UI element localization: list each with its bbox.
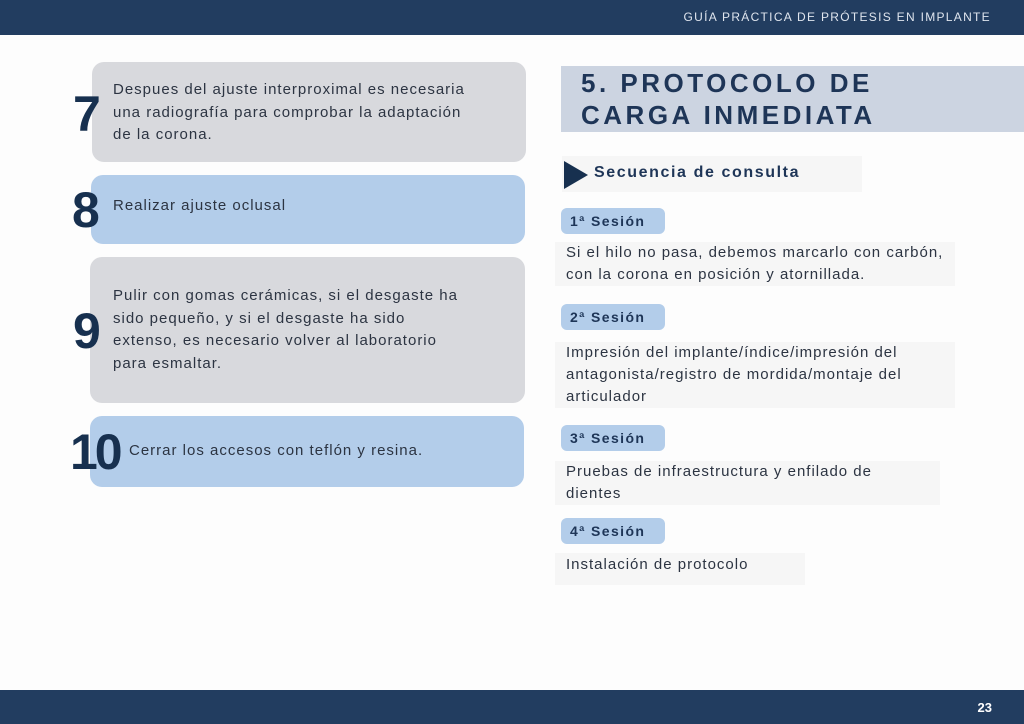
text-line: antagonista/registro de mordida/montaje del (566, 366, 902, 383)
session-badge-1: 1ª Sesión (561, 208, 665, 234)
text-line: una radiografía para comprobar la adaptación (113, 103, 462, 121)
session-desc-2 (555, 342, 955, 408)
text-line: Realizar ajuste oclusal (113, 197, 287, 214)
text-line: dientes (566, 485, 622, 502)
session-badge-3: 3ª Sesión (561, 425, 665, 451)
text-line: extenso, es necesario volver al laboratorio (113, 332, 437, 349)
step-card-7 (92, 62, 526, 162)
text-line: Si el hilo no pasa, debemos marcarlo con carbón, (566, 244, 944, 261)
step-7-text (113, 79, 465, 147)
session-badge-2: 2ª Sesión (561, 304, 665, 330)
step-card-8 (91, 175, 525, 244)
step-10-text (129, 440, 423, 463)
text-line: Instalación de protocolo (566, 556, 749, 573)
step-number-9: 9 (73, 303, 98, 359)
footer-bar (0, 690, 1024, 724)
text-line: de la corona. (113, 126, 213, 143)
session-desc-3 (555, 461, 940, 505)
step-card-9 (90, 257, 525, 403)
text-line: para esmaltar. (113, 354, 223, 372)
document-title: GUÍA PRÁCTICA DE PRÓTESIS EN IMPLANTE (683, 10, 991, 24)
step-number-10: 10 (70, 424, 120, 480)
text-line: Impresión del implante/índice/impresión del (566, 344, 898, 361)
section-title-line-2: CARGA INMEDIATA (581, 100, 876, 130)
text-line: articulador (566, 388, 648, 405)
text-line: Despues del ajuste interproximal es necesaria (113, 81, 465, 98)
section-title (561, 66, 1024, 132)
text-line: Cerrar los accesos con teflón y resina. (129, 442, 424, 459)
play-icon (564, 161, 588, 189)
text-line: con la corona en posición y atornillada. (566, 266, 866, 283)
step-9-text (113, 285, 458, 375)
step-number-7: 7 (73, 86, 98, 142)
header-bar (0, 0, 1024, 35)
text-line: Pruebas de infraestructura y enfilado de (566, 463, 872, 480)
step-8-text (113, 195, 286, 218)
session-badge-4: 4ª Sesión (561, 518, 665, 544)
session-desc-1 (555, 242, 955, 286)
subsection-title: Secuencia de consulta (594, 164, 801, 181)
text-line: sido pequeño, y si el desgaste ha sido (113, 309, 406, 327)
subsection-header (562, 156, 862, 192)
section-title-line-1: 5. PROTOCOLO DE (581, 68, 873, 98)
text-line: Pulir con gomas cerámicas, si el desgaste ha (113, 287, 458, 304)
step-number-8: 8 (72, 182, 97, 238)
page-number: 23 (977, 700, 992, 715)
step-card-10 (90, 416, 524, 487)
session-desc-4 (555, 553, 805, 585)
